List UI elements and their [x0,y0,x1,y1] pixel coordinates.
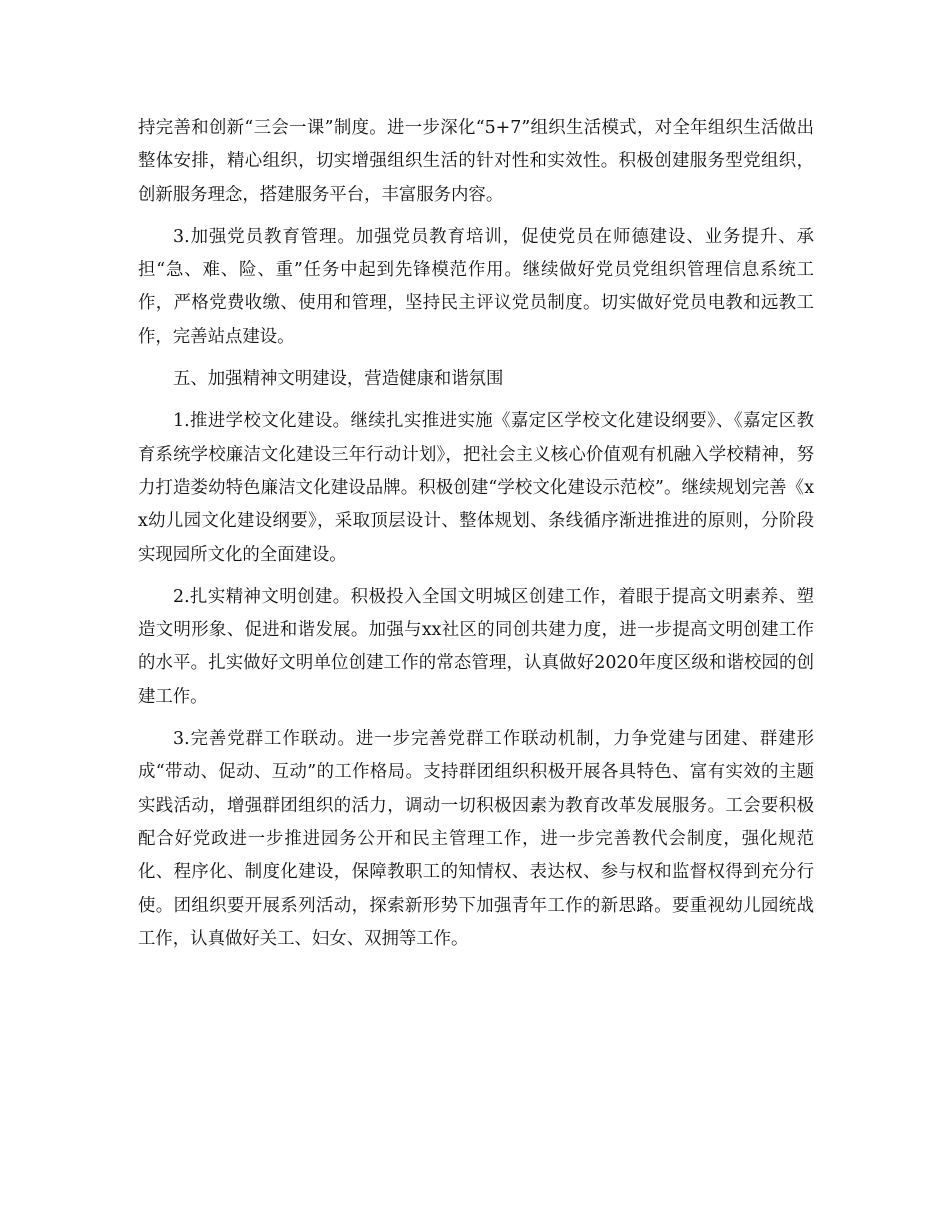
paragraph-continued-meetings: 持完善和创新“三会一课”制度。进一步深化“5+7”组织生活模式，对全年组织生活做出整体安排，精心组织，切实增强组织生活的针对性和实效性。积极创建服务型党组织，创新服务理念，搭建服务平台，丰富服务内容。 [138,118,814,205]
paragraph-school-culture: 1.推进学校文化建设。继续扎实推进实施《嘉定区学校文化建设纲要》、《嘉定区教育系统学校廉洁文化建设三年行动计划》，把社会主义核心价值观有机融入学校精神，努力打造娄幼特色廉洁文化建设品牌。积极创建“学校文化建设示范校”。继续规划完善《xx幼儿园文化建设纲要》，采取顶层设计、整体规划、条线循序渐进推进的原则，分阶段实现园所文化的全面建设。 [138,411,814,565]
document-body [138,112,814,965]
paragraph-party-member-education: 3.加强党员教育管理。加强党员教育培训，促使党员在师德建设、业务提升、承担“急、难、险、重”任务中起到先锋模范作用。继续做好党员党组织管理信息系统工作，严格党费收缴、使用和管理，坚持民主评议党员制度。切实做好党员电教和远教工作，完善站点建设。 [138,226,814,347]
section-heading-spiritual-civilization: 五、加强精神文明建设，营造健康和谐氛围 [173,369,504,390]
paragraph-civilization-creation: 2.扎实精神文明创建。积极投入全国文明城区创建工作，着眼于提高文明素养、塑造文明形象、促进和谐发展。加强与xx社区的同创共建力度，进一步提高文明创建工作的水平。扎实做好文明单位创建工作的常态管理，认真做好2020年度区级和谐校园的创建工作。 [138,586,814,707]
paragraph-party-mass-linkage: 3.完善党群工作联动。进一步完善党群工作联动机制，力争党建与团建、群建形成“带动、促动、互动”的工作格局。支持群团组织积极开展各具特色、富有实效的主题实践活动，增强群团组织的活力，调动一切积极因素为教育改革发展服务。工会要积极配合好党政进一步推进园务公开和民主管理工作，进一步完善教代会制度，强化规范化、程序化、制度化建设，保障教职工的知情权、表达权、参与权和监督权得到充分行使。团组织要开展系列活动，探索新形势下加强青年工作的新思路。要重视幼儿园统战工作，认真做好关工、妇女、双拥等工作。 [138,729,814,949]
